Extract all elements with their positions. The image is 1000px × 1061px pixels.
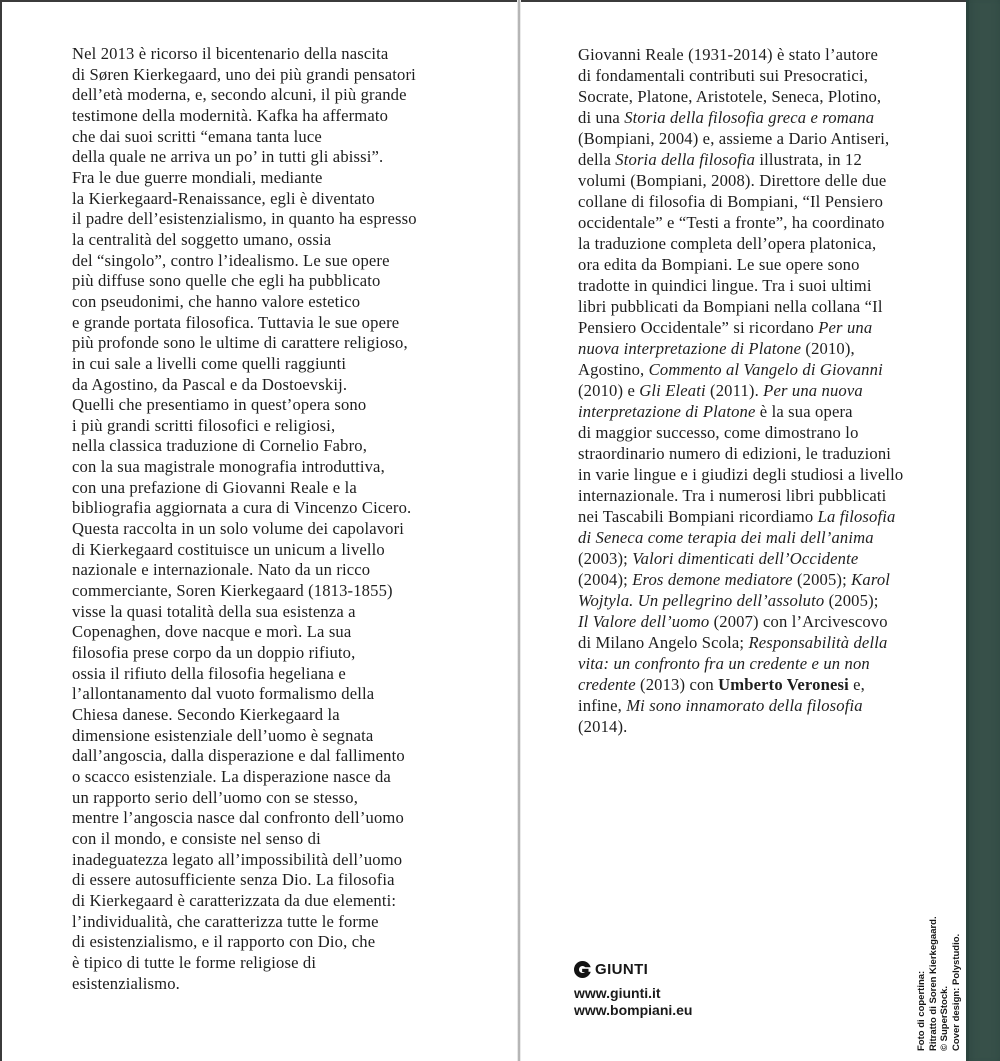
text-line: Pensiero Occidentale” si ricordano Per una (578, 318, 873, 337)
text-line: o scacco esistenziale. La disperazione nasce da (72, 766, 391, 786)
text-line: che dai suoi scritti “emana tanta luce (72, 126, 322, 146)
text-line: del “singolo”, contro l’idealismo. Le sue opere (72, 250, 390, 270)
text-line: di essere autosufficiente senza Dio. La filosofia (72, 870, 395, 890)
text-line: Copenaghen, dove nacque e morì. La sua (72, 622, 352, 642)
publisher-urls (574, 985, 693, 1018)
text-line: Chiesa danese. Secondo Kierkegaard la (72, 705, 340, 724)
giunti-g-icon (574, 961, 591, 978)
text-line: Socrate, Platone, Aristotele, Seneca, Plotino, (578, 87, 882, 106)
text-line: e grande portata filosofica. Tuttavia le sue opere (72, 312, 400, 332)
text-line: di esistenzialismo, e il rapporto con Dio, che (72, 932, 376, 952)
scan-left-edge (0, 0, 2, 1061)
text-line: nazionale e internazionale. Nato da un ricco (72, 560, 371, 580)
giunti-logo-text: GIUNTI (595, 961, 649, 978)
text-line: di maggior successo, come dimostrano lo (578, 423, 859, 442)
text-line: nuova interpretazione di Platone (2010), (578, 339, 855, 358)
text-line: con pseudonimi, che hanno valore estetico (72, 291, 361, 311)
credit-line: © SuperStock. (939, 985, 951, 1051)
text-line: (2014). (578, 717, 628, 736)
text-line: bibliografia aggiornata a cura di Vincenzo Cicero. (72, 498, 412, 518)
text-line: con una prefazione di Giovanni Reale e la (72, 477, 357, 497)
text-line: esistenzialismo. (72, 973, 180, 993)
text-line: Wojtyla. Un pellegrino dell’assoluto (2005); (578, 591, 879, 610)
text-line: Agostino, Commento al Vangelo di Giovanni (578, 360, 883, 379)
text-line: (2004); Eros demone mediatore (2005); Karol (578, 570, 891, 589)
text-line: Fra le due guerre mondiali, mediante (72, 167, 323, 187)
text-line: da Agostino, da Pascal e da Dostoevskij. (72, 374, 348, 394)
text-line: un rapporto serio dell’uomo con se stesso, (72, 787, 359, 807)
text-line: credente (2013) con Umberto Veronesi e, (578, 675, 865, 694)
text-line: libri pubblicati da Bompiani nella collana “Il (578, 297, 883, 316)
credit-line: Cover design: Polystudio. (950, 933, 962, 1051)
credit-line: Foto di copertina: (916, 970, 927, 1051)
text-line: con la sua magistrale monografia introduttiva, (72, 457, 385, 477)
text-line: commerciante, Soren Kierkegaard (1813-1855) (72, 581, 393, 601)
text-line: della quale ne arriva un po’ in tutti gli abissi”. (72, 147, 384, 167)
text-line: infine, Mi sono innamorato della filosofia (578, 696, 863, 715)
text-line: Questa raccolta in un solo volume dei capolavori (72, 519, 405, 539)
text-line: la centralità del soggetto umano, ossia (72, 229, 332, 249)
text-line: di Kierkegaard è caratterizzata da due elementi: (72, 890, 397, 910)
left-flap-text (72, 44, 492, 994)
giunti-logo (574, 961, 693, 978)
text-line: occidentale” e “Testi a fronte”, ha coordinato (578, 213, 885, 232)
text-line: il padre dell’esistenzialismo, in quanto ha espresso (72, 209, 417, 229)
text-line: tradotte in quindici lingue. Tra i suoi ultimi (578, 276, 872, 295)
text-line: l’allontanamento dal vuoto formalismo della (72, 684, 375, 704)
right-flap-text (578, 44, 970, 737)
text-line: Nel 2013 è ricorso il bicentenario della nascita (72, 44, 389, 63)
text-line: filosofia prese corpo da un doppio rifiuto, (72, 643, 356, 663)
text-line: la traduzione completa dell’opera platonica, (578, 234, 877, 253)
cover-photo-credits (916, 916, 962, 1051)
giunti-url: www.giunti.it (574, 985, 661, 1001)
text-line: volumi (Bompiani, 2008). Direttore delle due (578, 171, 887, 190)
text-line: testimone della modernità. Kafka ha affermato (72, 105, 389, 125)
bompiani-url: www.bompiani.eu (574, 1001, 693, 1018)
text-line: (Bompiani, 2004) e, assieme a Dario Antiseri, (578, 129, 890, 148)
text-line: visse la quasi totalità della sua esistenza a (72, 601, 356, 621)
credit-line: Ritratto di Soren Kierkegaard. (927, 916, 939, 1051)
text-line: ossia il rifiuto della filosofia hegeliana e (72, 663, 346, 683)
text-line: è tipico di tutte le forme religiose di (72, 952, 317, 972)
text-line: collane di filosofia di Bompiani, “Il Pensiero (578, 192, 884, 211)
text-line: interpretazione di Platone è la sua opera (578, 402, 853, 421)
text-line: con il mondo, e consiste nel senso di (72, 828, 321, 848)
text-line: (2010) e Gli Eleati (2011). Per una nuova (578, 381, 863, 400)
text-line: più diffuse sono quelle che egli ha pubblicato (72, 271, 381, 291)
flap-fold-divider (517, 0, 521, 1061)
text-line: (2003); Valori dimenticati dell’Occidente (578, 549, 859, 568)
text-line: della Storia della filosofia illustrata, in 12 (578, 150, 862, 169)
text-line: in varie lingue e i giudizi degli studiosi a livello (578, 465, 904, 484)
text-line: dall’angoscia, dalla disperazione e dal fallimento (72, 746, 405, 766)
text-line: i più grandi scritti filosofici e religiosi, (72, 415, 336, 435)
text-line: più profonde sono le ultime di carattere religioso, (72, 333, 408, 353)
text-line: di fondamentali contributi sui Presocratici, (578, 66, 869, 85)
text-line: nei Tascabili Bompiani ricordiamo La filosofia (578, 507, 896, 526)
text-line: di Milano Angelo Scola; Responsabilità della (578, 633, 888, 652)
text-line: in cui sale a livelli come quelli raggiunti (72, 353, 347, 373)
scan-top-edge (0, 0, 1000, 2)
text-line: dimensione esistenziale dell’uomo è segnata (72, 725, 374, 745)
text-line: vita: un confronto fra un credente e un non (578, 654, 870, 673)
spine-stripe (966, 0, 1000, 1061)
text-line: straordinario numero di edizioni, le traduzioni (578, 444, 892, 463)
text-line: inadeguatezza legato all’impossibilità dell’uomo (72, 849, 403, 869)
text-line: la Kierkegaard-Renaissance, egli è diventato (72, 188, 375, 208)
text-line: dell’età moderna, e, secondo alcuni, il più grande (72, 85, 407, 105)
text-line: nella classica traduzione di Cornelio Fabro, (72, 436, 368, 456)
text-line: l’individualità, che caratterizza tutte le forme (72, 911, 379, 931)
text-line: internazionale. Tra i numerosi libri pubblicati (578, 486, 887, 505)
text-line: Giovanni Reale (1931-2014) è stato l’autore (578, 45, 878, 64)
text-line: Quelli che presentiamo in quest’opera sono (72, 395, 367, 415)
text-line: di una Storia della filosofia greca e romana (578, 108, 875, 127)
text-line: ora edita da Bompiani. Le sue opere sono (578, 255, 860, 274)
text-line: di Seneca come terapia dei mali dell’anima (578, 528, 874, 547)
text-line: mentre l’angoscia nasce dal confronto dell’uomo (72, 808, 404, 828)
text-line: Il Valore dell’uomo (2007) con l’Arcivescovo (578, 612, 888, 631)
text-line: di Kierkegaard costituisce un unicum a livello (72, 539, 385, 559)
publisher-block (574, 961, 693, 1018)
text-line: di Søren Kierkegaard, uno dei più grandi pensatori (72, 64, 416, 84)
